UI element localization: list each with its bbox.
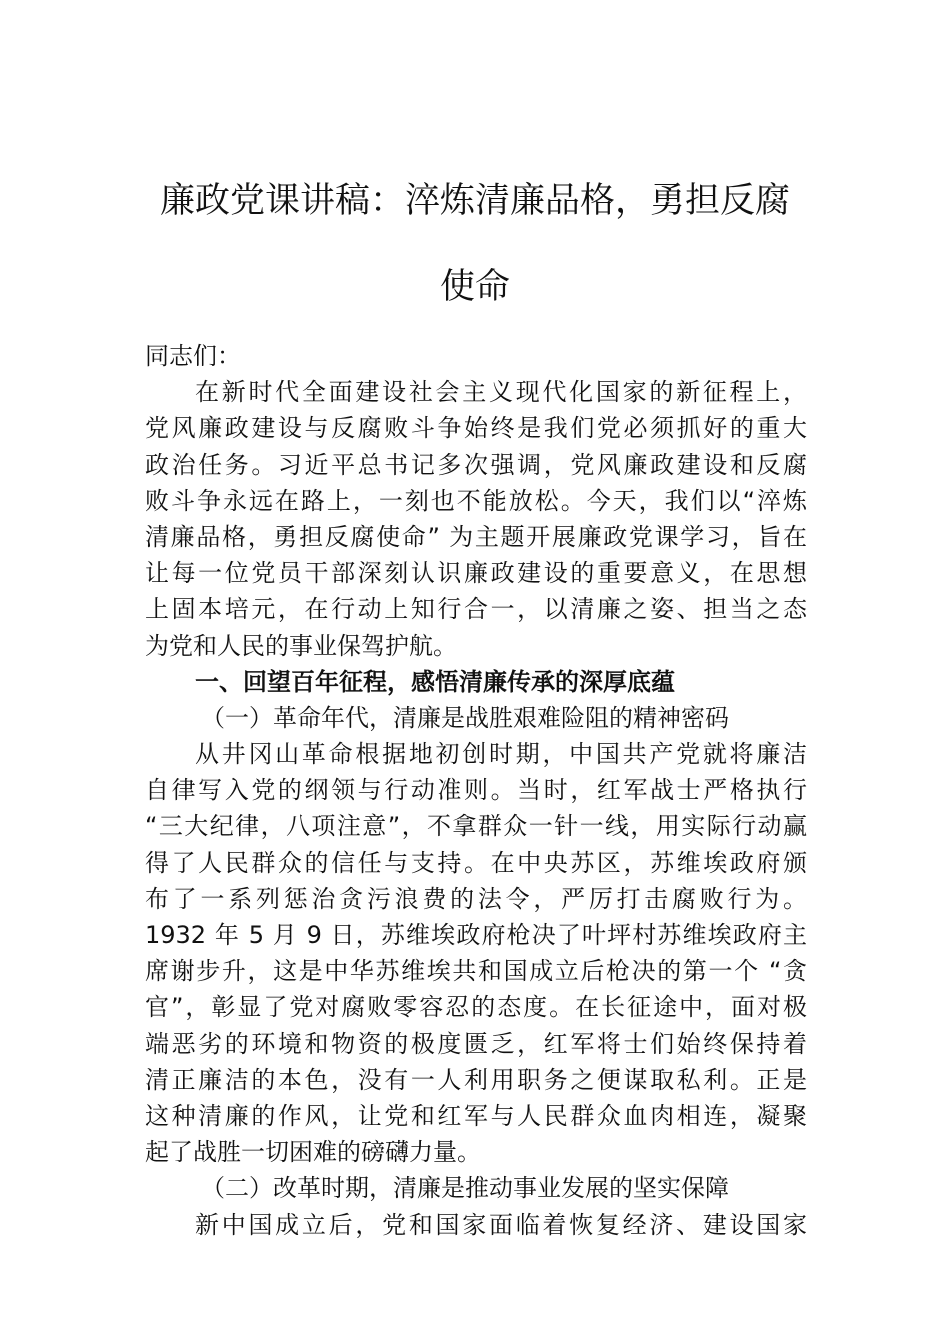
paragraph-line: 布了一系列惩治贪污浪费的法令，严厉打击腐败行为。 xyxy=(145,884,807,913)
paragraph-line: 起了战胜一切困难的磅礴力量。 xyxy=(145,1138,481,1167)
paragraph-line: 这种清廉的作风，让党和红军与人民群众血肉相连，凝聚 xyxy=(145,1101,807,1130)
salutation: 同志们： xyxy=(145,342,241,370)
subsection-heading-1: （一）革命年代，清廉是战胜艰难险阻的精神密码 xyxy=(201,703,729,732)
section-heading-1: 一、回望百年征程，感悟清廉传承的深厚底蕴 xyxy=(195,667,675,696)
paragraph-line: 在新时代全面建设社会主义现代化国家的新征程上， xyxy=(195,378,807,407)
subsection-heading-2: （二）改革时期，清廉是推动事业发展的坚实保障 xyxy=(201,1174,729,1203)
paragraph-line: 席谢步升，这是中华苏维埃共和国成立后枪决的第一个 “贪 xyxy=(145,957,807,986)
paragraph-line: 党风廉政建设与反腐败斗争始终是我们党必须抓好的重大 xyxy=(145,414,807,443)
paragraph-line: 得了人民群众的信任与支持。在中央苏区，苏维埃政府颁 xyxy=(145,848,807,877)
paragraph-line: 新中国成立后，党和国家面临着恢复经济、建设国家 xyxy=(195,1210,807,1239)
paragraph-line: 为党和人民的事业保驾护航。 xyxy=(145,631,457,660)
paragraph-line: 从井冈山革命根据地初创时期，中国共产党就将廉洁 xyxy=(195,740,807,769)
document-body xyxy=(145,338,807,1243)
paragraph-line: 官”，彰显了党对腐败零容忍的态度。在长征途中，面对极 xyxy=(145,993,807,1022)
paragraph-line: “三大纪律，八项注意”，不拿群众一针一线，用实际行动赢 xyxy=(145,812,807,841)
paragraph-line: 败斗争永远在路上，一刻也不能放松。今天，我们以“淬炼 xyxy=(145,486,807,515)
title-line-2: 使命 xyxy=(439,267,510,307)
paragraph-line: 让每一位党员干部深刻认识廉政建设的重要意义，在思想 xyxy=(145,559,807,588)
paragraph-line: 清正廉洁的本色，没有一人利用职务之便谋取私利。正是 xyxy=(145,1065,807,1094)
title-line-1: 廉政党课讲稿：淬炼清廉品格，勇担反腐 xyxy=(159,181,790,221)
document-title xyxy=(120,158,830,330)
paragraph-line: 上固本培元，在行动上知行合一，以清廉之姿、担当之态 xyxy=(145,595,807,624)
paragraph-line: 政治任务。习近平总书记多次强调，党风廉政建设和反腐 xyxy=(145,450,807,479)
paragraph-line: 自律写入党的纲领与行动准则。当时，红军战士严格执行 xyxy=(145,776,807,805)
paragraph-line: 1932 年 5 月 9 日，苏维埃政府枪决了叶坪村苏维埃政府主 xyxy=(145,921,807,949)
paragraph-line: 端恶劣的环境和物资的极度匮乏，红军将士们始终保持着 xyxy=(145,1029,807,1058)
paragraph-line: 清廉品格，勇担反腐使命” 为主题开展廉政党课学习，旨在 xyxy=(145,522,807,551)
